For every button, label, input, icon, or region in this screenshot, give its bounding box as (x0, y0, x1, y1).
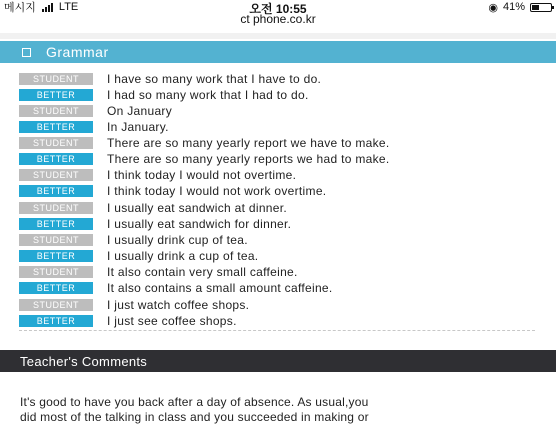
student-tag: STUDENT (19, 202, 93, 214)
better-line (19, 152, 539, 167)
comments-section-header (0, 350, 556, 372)
student-line (19, 136, 539, 151)
better-tag: BETTER (19, 89, 93, 101)
alarm-icon: ◉ (488, 1, 498, 14)
better-tag: BETTER (19, 121, 93, 133)
student-sentence: It also contain very small caffeine. (107, 265, 298, 280)
correction-list (19, 71, 539, 329)
better-sentence: It also contains a small amount caffeine. (107, 281, 333, 296)
student-tag: STUDENT (19, 234, 93, 246)
student-line (19, 71, 539, 86)
comment-line: It's good to have you back after a day of absence. As usual,you (20, 395, 369, 409)
comments-title: Teacher's Comments (20, 353, 148, 369)
better-line (19, 184, 539, 199)
square-icon (22, 48, 31, 57)
correction-pair (19, 265, 539, 297)
better-tag: BETTER (19, 218, 93, 230)
student-line (19, 297, 539, 312)
student-tag: STUDENT (19, 266, 93, 278)
battery-icon (530, 3, 552, 12)
student-line (19, 200, 539, 215)
better-sentence: I had so many work that I had to do. (107, 87, 309, 102)
grammar-title: Grammar (46, 44, 109, 60)
better-sentence: I usually eat sandwich for dinner. (107, 216, 292, 231)
student-line (19, 232, 539, 247)
student-tag: STUDENT (19, 73, 93, 85)
student-tag: STUDENT (19, 105, 93, 117)
comments-text (20, 395, 540, 425)
correction-pair (19, 200, 539, 232)
student-sentence: I just watch coffee shops. (107, 297, 250, 312)
correction-pair (19, 103, 539, 135)
better-tag: BETTER (19, 185, 93, 197)
comment-line: did most of the talking in class and you succeeded in making or (20, 410, 369, 424)
better-tag: BETTER (19, 315, 93, 327)
correction-pair (19, 168, 539, 200)
student-line (19, 168, 539, 183)
better-line (19, 119, 539, 134)
grammar-section-header (0, 41, 556, 63)
better-line (19, 248, 539, 263)
correction-pair (19, 297, 539, 329)
better-sentence: In January. (107, 119, 169, 134)
correction-pair (19, 71, 539, 103)
student-tag: STUDENT (19, 169, 93, 181)
correction-pair (19, 232, 539, 264)
student-line (19, 103, 539, 118)
student-tag: STUDENT (19, 137, 93, 149)
better-tag: BETTER (19, 282, 93, 294)
better-line (19, 216, 539, 231)
clock: 오전 10:55 (249, 2, 307, 16)
url-bar[interactable]: ct phone.co.kr (240, 12, 316, 26)
correction-pair (19, 136, 539, 168)
better-tag: BETTER (19, 250, 93, 262)
better-line (19, 87, 539, 102)
better-sentence: I think today I would not work overtime. (107, 184, 327, 199)
battery-fill (532, 5, 539, 10)
student-sentence: I think today I would not overtime. (107, 168, 297, 183)
url-divider (0, 33, 556, 39)
student-sentence: There are so many yearly report we have to make. (107, 136, 390, 151)
better-sentence: I usually drink a cup of tea. (107, 248, 259, 263)
student-line (19, 265, 539, 280)
network-label: LTE (58, 1, 79, 13)
student-tag: STUDENT (19, 299, 93, 311)
better-tag: BETTER (19, 153, 93, 165)
list-divider (19, 330, 535, 331)
student-sentence: On January (107, 103, 173, 118)
better-sentence: There are so many yearly reports we had to make. (107, 152, 390, 167)
student-sentence: I have so many work that I have to do. (107, 71, 322, 86)
carrier-label: 메시지 (4, 2, 36, 14)
student-sentence: I usually eat sandwich at dinner. (107, 200, 288, 215)
better-line (19, 281, 539, 296)
better-line (19, 313, 539, 328)
better-sentence: I just see coffee shops. (107, 313, 237, 328)
battery-percent: 41% (502, 1, 525, 13)
student-sentence: I usually drink cup of tea. (107, 232, 248, 247)
